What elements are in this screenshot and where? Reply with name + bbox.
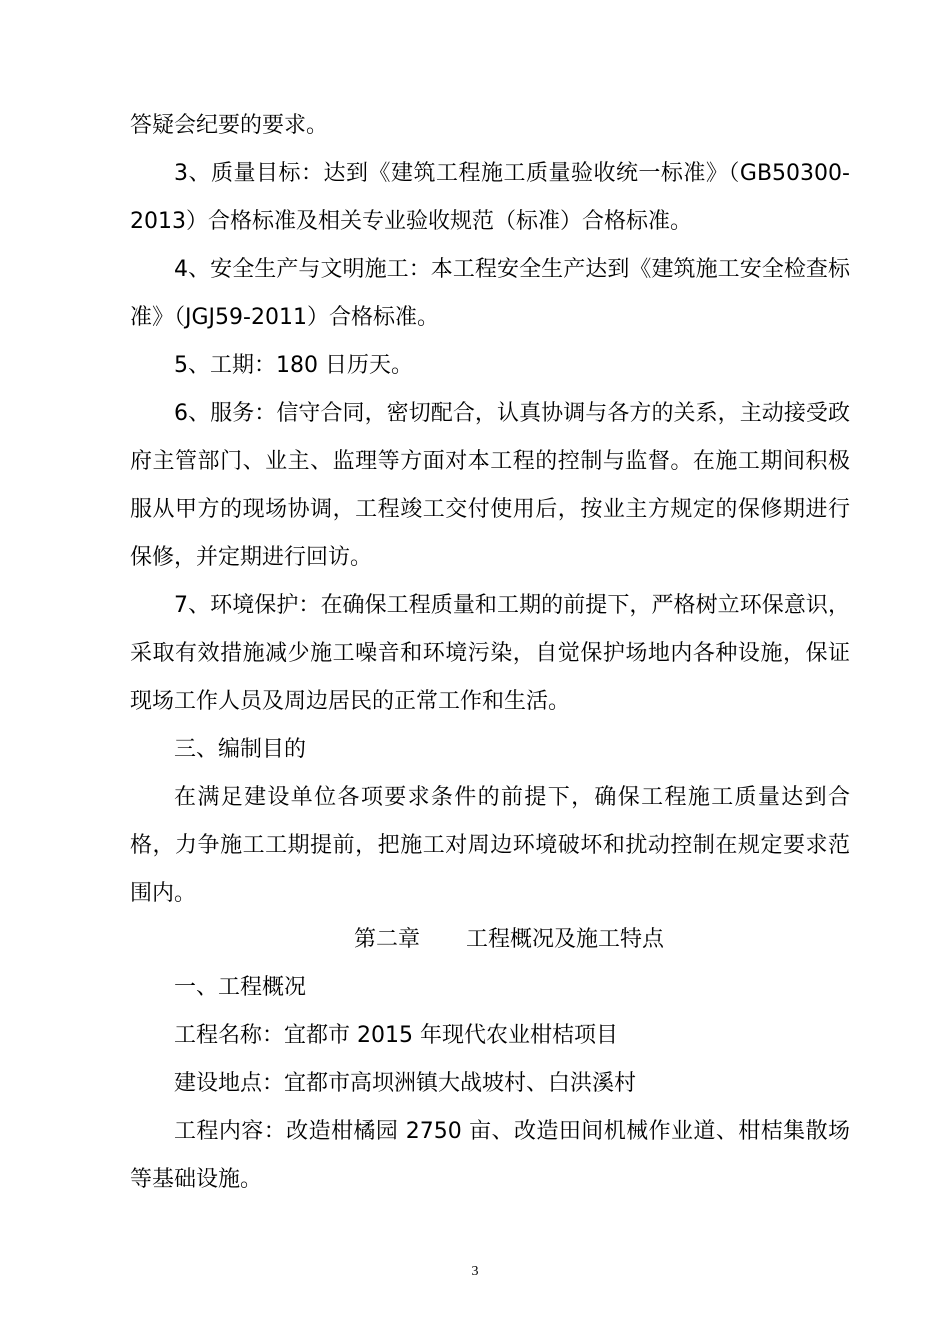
paragraph-quality-target: 3、质量目标：达到《建筑工程施工质量验收统一标准》（GB50300-2013）合格标准及相关专业验收规范（标准）合格标准。: [130, 161, 850, 234]
chapter-title: 工程概况及施工特点: [466, 927, 665, 952]
project-content: 工程内容：改造柑橘园 2750 亩、改造田间机械作业道、柑桔集散场等基础设施。: [130, 1119, 850, 1192]
chapter-number: 第二章: [354, 927, 421, 952]
section-heading-overview: 一、工程概况: [174, 975, 307, 1000]
paragraph-schedule: 5、工期：180 日历天。: [174, 353, 413, 378]
project-name: 工程名称：宜都市 2015 年现代农业柑桔项目: [174, 1023, 618, 1048]
page-number: 3: [471, 1264, 479, 1279]
paragraph-service: 6、服务：信守合同，密切配合，认真协调与各方的关系，主动接受政府主管部门、业主、监理等方面对本工程的控制与监督。在施工期间积极服从甲方的现场协调，工程竣工交付使用后，按业主方规定的保修期进行保修，并定期进行回访。: [130, 401, 850, 570]
paragraph-continuation: 答疑会纪要的要求。: [130, 113, 329, 138]
paragraph-safety-target: 4、安全生产与文明施工：本工程安全生产达到《建筑施工安全检查标准》（JGJ59-2011）合格标准。: [130, 257, 850, 330]
paragraph-purpose: 在满足建设单位各项要求条件的前提下，确保工程施工质量达到合格，力争施工工期提前，把施工对周边环境破坏和扰动控制在规定要求范围内。: [130, 785, 850, 906]
paragraph-environment: 7、环境保护：在确保工程质量和工期的前提下，严格树立环保意识，采取有效措施减少施工噪音和环境污染，自觉保护场地内各种设施，保证现场工作人员及周边居民的正常工作和生活。: [130, 593, 850, 714]
project-location: 建设地点：宜都市高坝洲镇大战坡村、白洪溪村: [174, 1071, 637, 1096]
section-heading-purpose: 三、编制目的: [174, 737, 307, 762]
